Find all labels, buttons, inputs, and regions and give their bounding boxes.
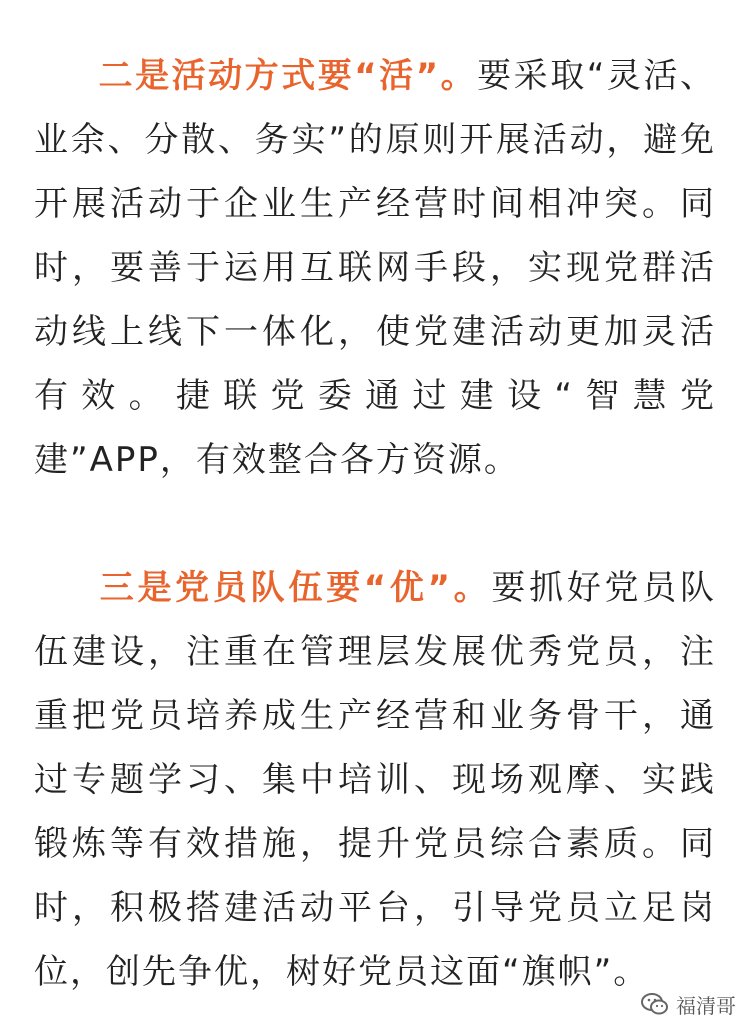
paragraph-body: 要采取“灵活、业余、分散、务实”的原则开展活动，避免开展活动于企业生产经营时间相冲突。同时，要善于运用互联网手段，实现党群活动线上线下一体化，使党建活动更加灵活有效。捷联党委通过建设“智慧党建”APP，有效整合各方资源。 [34,56,716,480]
paragraph-activity-mode [34,44,716,492]
paragraph-member-team [34,556,716,1004]
paragraph-lead-heading: 二是活动方式要“活”。 [98,56,478,96]
wechat-icon [640,989,670,1019]
watermark-text: 福清哥 [676,993,736,1018]
watermark [640,989,736,1019]
paragraph-lead-heading: 三是党员队伍要“优”。 [98,568,492,608]
paragraph-body: 要抓好党员队伍建设，注重在管理层发展优秀党员，注重把党员培养成生产经营和业务骨干，通过专题学习、集中培训、现场观摩、实践锻炼等有效措施，提升党员综合素质。同时，积极搭建活动平台，引导党员立足岗位，创先争优，树好党员这面“旗帜”。 [34,568,716,992]
